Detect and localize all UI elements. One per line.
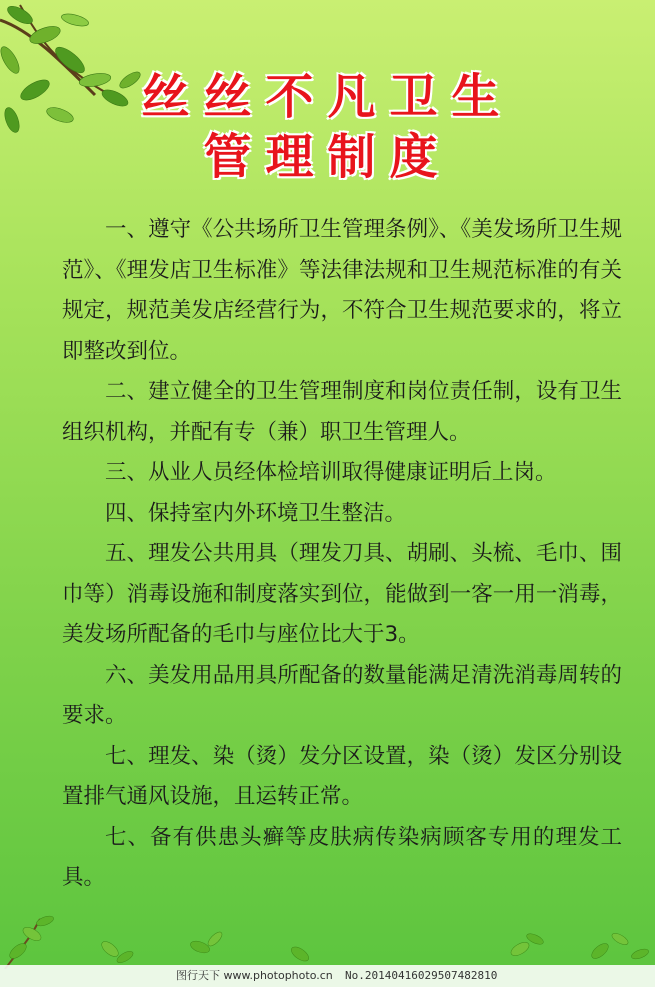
regulation-body [62, 210, 622, 899]
watermark-bar [0, 965, 655, 987]
regulation-item-6: 六、美发用品用具所配备的数量能满足清洗消毒周转的要求。 [62, 662, 622, 728]
regulation-item-8: 七、备有供患头癣等皮肤病传染病顾客专用的理发工具。 [62, 824, 622, 890]
regulation-item-1: 一、遵守《公共场所卫生管理条例》、《美发场所卫生规范》、《理发店卫生标准》等法律法规和卫生规范标准的有关规定，规范美发店经营行为，不符合卫生规范要求的，将立即整改到位。 [62, 217, 622, 364]
regulation-item-5: 五、理发公共用具（理发刀具、胡刷、头梳、毛巾、围巾等）消毒设施和制度落实到位，能做到一客一用一消毒，美发场所配备的毛巾与座位比大于3。 [62, 541, 622, 647]
watermark-site: 图行天下 www.photophoto.cn [176, 969, 333, 982]
poster-title-line2: 管理制度 [203, 129, 452, 185]
regulation-item-4: 四、保持室内外环境卫生整洁。 [105, 500, 407, 526]
watermark-number: No.20140416029507482810 [345, 969, 498, 982]
regulation-item-2: 二、建立健全的卫生管理制度和岗位责任制，设有卫生组织机构，并配有专（兼）职卫生管理人。 [62, 379, 622, 445]
regulation-item-3: 三、从业人员经体检培训取得健康证明后上岗。 [105, 460, 557, 485]
regulation-item-7: 七、理发、染（烫）发分区设置，染（烫）发区分别设置排气通风设施，且运转正常。 [62, 743, 622, 809]
poster-title-line1: 丝丝不凡卫生 [141, 69, 514, 125]
leaf-sprigs-icon [0, 909, 655, 969]
